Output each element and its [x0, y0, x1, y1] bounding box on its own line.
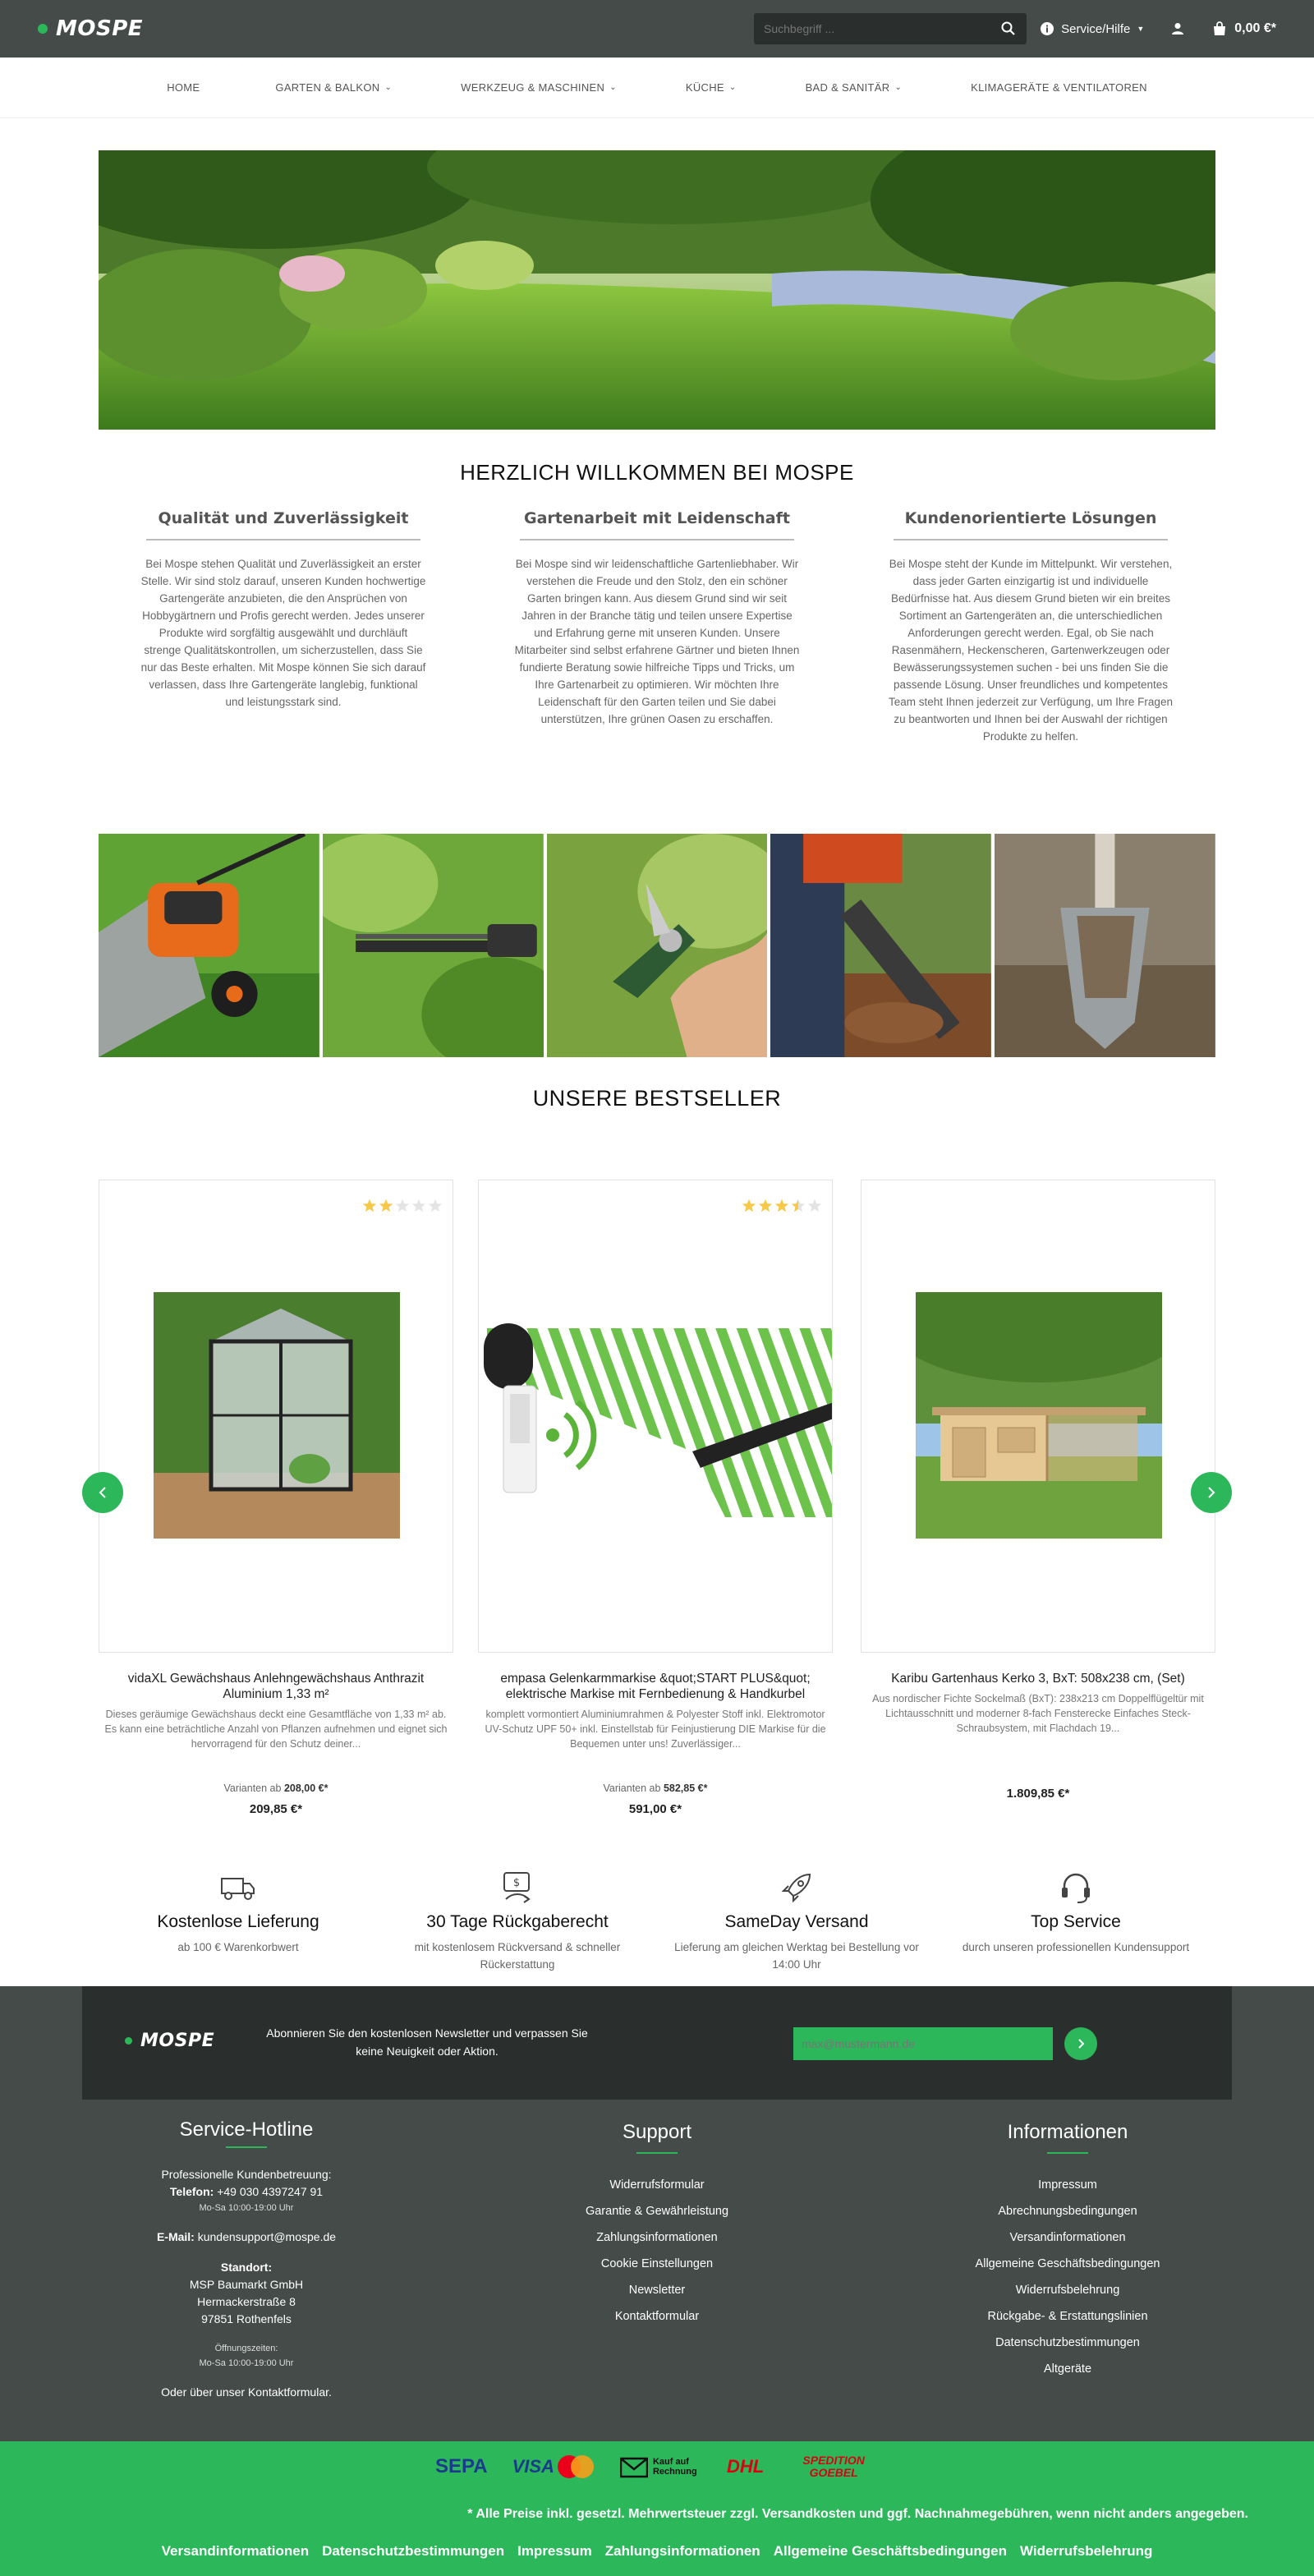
- bag-icon: [1211, 21, 1228, 36]
- payment-logos: [435, 2454, 879, 2479]
- account-button[interactable]: [1170, 21, 1185, 36]
- email-link[interactable]: kundensupport@mospe.de: [197, 2230, 337, 2243]
- product-card[interactable]: [99, 1180, 453, 1816]
- pruning-shears-image[interactable]: [547, 834, 768, 1057]
- usp-row: [115, 1870, 1199, 1973]
- rocket-icon: [779, 1870, 815, 1906]
- star-icon: [428, 1198, 443, 1213]
- star-icon: [395, 1198, 410, 1213]
- product-price: 591,00 €*: [628, 1802, 682, 1816]
- category-image-strip: [99, 834, 1215, 1057]
- location-label-text: Standort:: [220, 2261, 273, 2274]
- nav-item-garten[interactable]: [275, 81, 392, 94]
- title-underline: [226, 2146, 267, 2148]
- footer-link[interactable]: Garantie & Gewährleistung: [585, 2205, 729, 2218]
- brand-name: MOSPE: [56, 16, 144, 41]
- chevron-down-icon: ⌄: [894, 83, 903, 92]
- variant-prefix: Varianten ab: [223, 1782, 282, 1794]
- usp-text: ab 100 € Warenkorbwert: [177, 1941, 299, 1953]
- user-icon: [1170, 21, 1185, 36]
- star-icon: [758, 1198, 773, 1213]
- address-line: Hermackerstraße 8: [197, 2295, 296, 2308]
- usp-title: Top Service: [1031, 1912, 1121, 1931]
- footer-link[interactable]: Zahlungsinformationen: [596, 2231, 718, 2244]
- variant-info: [99, 1782, 453, 1797]
- welcome-columns: [140, 509, 1174, 745]
- footer-link[interactable]: Abrechnungsbedingungen: [998, 2205, 1137, 2218]
- column-text: Bei Mospe steht der Kunde im Mittelpunkt. Wir verstehen, dass jeder Garten einzigartig ist und individuelle Bedürfnisse hat. Aus diesem Grund bieten wir ein breites Sortiment an Gartengeräten an, die unterschiedlichen Anforderungen gerecht werden. Egal, ob Sie nach Rasenmähern, Heckenscheren, Gartenwerkzeugen oder Bewässerungssystemen suchen - bei uns finden Sie die passende Lösung. Unser freundliches und kompetentes Team steht Ihnen jederzeit zur Verfügung, um Ihre Fragen zu beantworten und Ihnen bei der Auswahl der richtigen Produkte zu helfen.: [889, 558, 1173, 743]
- chevron-down-icon: ▼: [1137, 25, 1145, 33]
- location-label: [82, 2259, 411, 2276]
- welcome-title: HERZLICH WILLKOMMEN BEI MOSPE: [460, 460, 854, 485]
- product-price: 1.809,85 €*: [1006, 1787, 1070, 1801]
- headset-icon: [1058, 1870, 1094, 1906]
- bottom-link[interactable]: Allgemeine Geschäftsbedingungen: [773, 2543, 1008, 2559]
- rating-stars: [742, 1198, 822, 1213]
- nav-label: GARTEN & BALKON: [275, 81, 380, 94]
- title-underline: [636, 2152, 678, 2154]
- newsletter-text: Abonnieren Sie den kostenlosen Newsletter und verpassen Sie keine Neuigkeit oder Aktion.: [266, 2026, 588, 2058]
- footer: [0, 1986, 1314, 2441]
- variant-prefix: Varianten ab: [603, 1782, 661, 1794]
- slider-prev-button[interactable]: [82, 1472, 123, 1513]
- lawnmower-image[interactable]: [99, 834, 319, 1057]
- newsletter-section: [82, 1986, 1232, 2100]
- star-icon: [362, 1198, 377, 1213]
- column-title: Service-Hotline: [179, 2118, 314, 2141]
- usp-item: [673, 1870, 920, 1973]
- garden-trowel-image[interactable]: [995, 834, 1215, 1057]
- visa-mastercard-logo: [512, 2454, 595, 2479]
- nav-item-werkzeug[interactable]: [461, 81, 617, 94]
- contact-form-note[interactable]: Oder über unser Kontaktformular.: [161, 2385, 332, 2399]
- nav-item-bad[interactable]: [806, 81, 903, 94]
- top-header: [0, 0, 1314, 58]
- search-input[interactable]: [764, 22, 1000, 35]
- footer-bottom-bar: [0, 2441, 1314, 2576]
- hero-banner-image[interactable]: [99, 150, 1215, 430]
- product-image-awning[interactable]: [479, 1312, 833, 1525]
- footer-link[interactable]: Datenschutzbestimmungen: [995, 2336, 1140, 2349]
- star-icon: [774, 1198, 789, 1213]
- leaf-blower-image[interactable]: [770, 834, 991, 1057]
- product-image-greenhouse[interactable]: [154, 1292, 400, 1539]
- chevron-left-icon: [96, 1486, 109, 1499]
- search-icon[interactable]: [1000, 21, 1017, 37]
- footer-link[interactable]: Impressum: [1038, 2178, 1097, 2192]
- opening-hours: Mo-Sa 10:00-19:00 Uhr: [199, 2358, 294, 2368]
- product-image-garden-house[interactable]: [916, 1292, 1162, 1539]
- slider-next-button[interactable]: [1191, 1472, 1232, 1513]
- product-image-box[interactable]: [478, 1180, 833, 1653]
- chevron-right-icon: [1205, 1486, 1218, 1499]
- nav-item-home[interactable]: [167, 81, 200, 94]
- usp-title: 30 Tage Rückgaberecht: [426, 1912, 609, 1931]
- product-description: komplett vormontiert Aluminiumrahmen & Polyester Stoff inkl. Elektromotor UV-Schutz UPF 50+ inkl. Einstellstab für Feinjustierung DIE Markise für die Bequemen unter uns! Zuverlässiger...: [485, 1709, 826, 1750]
- truck-icon: [220, 1874, 256, 1902]
- money-return-icon: [499, 1870, 535, 1906]
- footer-link[interactable]: Newsletter: [628, 2284, 686, 2297]
- variant-info: [861, 1767, 1215, 1782]
- star-icon: [807, 1198, 822, 1213]
- footer-link[interactable]: Kontaktformular: [614, 2310, 700, 2323]
- usp-item: [394, 1870, 641, 1973]
- product-image-box[interactable]: [99, 1180, 453, 1653]
- search-bar: [754, 13, 1027, 44]
- variant-price: 582,85 €*: [663, 1782, 708, 1794]
- column-heading: Qualität und Zuverlässigkeit: [146, 509, 420, 540]
- phone-label: Telefon:: [169, 2185, 214, 2198]
- invoice-label: Kauf auf Rechnung: [652, 2457, 697, 2477]
- footer-link[interactable]: Widerrufsbelehrung: [1015, 2284, 1120, 2297]
- star-icon: [379, 1198, 393, 1213]
- variant-info: [478, 1782, 833, 1797]
- brand-name: MOSPE: [140, 2031, 215, 2051]
- footer-link[interactable]: Cookie Einstellungen: [600, 2257, 714, 2270]
- nav-label: HOME: [167, 81, 200, 94]
- footer-link[interactable]: Versandinformationen: [1009, 2231, 1126, 2244]
- star-icon: [742, 1198, 756, 1213]
- visa-logo: VISA: [512, 2456, 554, 2477]
- bottom-link[interactable]: Impressum: [517, 2543, 592, 2559]
- service-label: Service/Hilfe: [1061, 21, 1131, 36]
- bottom-link[interactable]: Zahlungsinformationen: [604, 2543, 760, 2559]
- title-underline: [1047, 2152, 1088, 2154]
- column-text: Bei Mospe sind wir leidenschaftliche Gartenliebhaber. Wir verstehen die Freude und den Stolz, den ein schöner Garten bringen kann. Aus diesem Grund sind wir seit Jahren in der Branche tätig und teilen unsere Expertise und Erfahrung gerne mit unseren Kunden. Unsere Mitarbeiter sind selbst erfahrene Gärtner und bieten Ihnen fundierte Beratung sowie hilfreiche Tipps und Tricks, um Ihre Gartenarbeit zu optimieren. Wir möchten Ihre Leidenschaft für den Garten teilen und Sie dabei unterstützen, Ihre grünen Oasen zu erschaffen.: [514, 558, 800, 725]
- nav-item-klima[interactable]: [971, 81, 1147, 94]
- bottom-link[interactable]: Widerrufsbelehrung: [1020, 2543, 1153, 2559]
- column-heading: Kundenorientierte Lösungen: [894, 509, 1168, 540]
- invoice-logo: [620, 2455, 702, 2478]
- address-line: 97851 Rothenfels: [201, 2312, 292, 2325]
- star-half-icon: [791, 1198, 806, 1213]
- chevron-down-icon: ⌄: [384, 83, 393, 92]
- nav-label: BAD & SANITÄR: [805, 81, 890, 94]
- hedge-trimmer-image[interactable]: [323, 834, 544, 1057]
- usp-text: Lieferung am gleichen Werktag bei Bestellung vor 14:00 Uhr: [674, 1941, 919, 1971]
- product-slider: [99, 1180, 1215, 1820]
- footer-link[interactable]: Altgeräte: [1043, 2362, 1092, 2376]
- email-line: [82, 2229, 411, 2246]
- service-menu[interactable]: [1040, 21, 1144, 36]
- bestseller-title: UNSERE BESTSELLER: [532, 1086, 782, 1111]
- usp-text: durch unseren professionellen Kundensupport: [962, 1941, 1190, 1953]
- cart-total: 0,00 €*: [1234, 21, 1276, 35]
- product-description: Aus nordischer Fichte Sockelmaß (BxT): 238x213 cm Doppelflügeltür mit Lichtausschnitt und moderner 8-fach Fensterecke Einfaches Steck- Schraubsystem, mit Flachdach 19...: [872, 1693, 1204, 1734]
- product-card[interactable]: [478, 1180, 833, 1816]
- usp-item: [115, 1870, 361, 1973]
- nav-label: KLIMAGERÄTE & VENTILATOREN: [971, 81, 1147, 94]
- logo-dot: [125, 2037, 132, 2045]
- phone-number[interactable]: +49 030 4397247 91: [217, 2185, 324, 2198]
- column-text: Bei Mospe stehen Qualität und Zuverlässigkeit an erster Stelle. Wir sind stolz darauf, unseren Kunden hochwertige Gartengeräte anzubieten, die den Ansprüchen von Hobbygärtnern und Profis gerecht werden. Jedes unserer Produkte wird sorgfältig ausgewählt und durchläuft strenge Qualitätskontrollen, um sicherzustellen, dass Sie nur das Beste erhalten. Mit Mospe können Sie sich darauf verlassen, dass Ihre Gartengeräte langlebig, funktional und leistungsstark sind.: [140, 558, 426, 708]
- footer-brand-logo[interactable]: [125, 2031, 214, 2051]
- column-title: Support: [622, 2121, 692, 2143]
- welcome-column: [513, 509, 801, 745]
- product-description: Dieses geräumige Gewächshaus deckt eine Gesamtfläche von 1,33 m² ab. Es kann eine beträchtliche Anzahl von Pflanzen aufnehmen und eignet sich hervorragend für den Schutz deiner...: [104, 1709, 448, 1750]
- service-hotline-column: [82, 2118, 411, 2401]
- newsletter-submit-button[interactable]: [1064, 2027, 1097, 2060]
- usp-item: [953, 1870, 1199, 1973]
- spedition-goebel-logo: SPEDITION GOEBEL: [802, 2454, 865, 2479]
- newsletter-email-input[interactable]: [793, 2027, 1053, 2060]
- bottom-links: [0, 2543, 1314, 2560]
- chevron-right-icon: [1076, 2039, 1086, 2049]
- bottom-link[interactable]: Datenschutzbestimmungen: [322, 2543, 505, 2559]
- product-card[interactable]: [861, 1180, 1215, 1801]
- star-icon: [411, 1198, 426, 1213]
- opening-label: Öffnungszeiten:: [214, 2344, 278, 2353]
- welcome-column: [887, 509, 1174, 745]
- usp-title: SameDay Versand: [724, 1912, 869, 1931]
- mastercard-icon: [556, 2454, 595, 2479]
- brand-logo[interactable]: [38, 16, 143, 41]
- main-navigation: [0, 58, 1314, 118]
- information-column: [903, 2121, 1232, 2401]
- nav-label: KÜCHE: [685, 81, 724, 94]
- phone-line: [82, 2183, 411, 2201]
- logo-dot: [38, 24, 48, 34]
- column-heading: Gartenarbeit mit Leidenschaft: [520, 509, 794, 540]
- cart-button[interactable]: [1211, 21, 1276, 36]
- address-line: MSP Baumarkt GmbH: [189, 2278, 304, 2291]
- variant-price: 208,00 €*: [283, 1782, 328, 1794]
- footer-link[interactable]: Widerrufsformular: [609, 2178, 705, 2192]
- bottom-link[interactable]: Versandinformationen: [161, 2543, 310, 2559]
- product-name[interactable]: Karibu Gartenhaus Kerko 3, BxT: 508x238 cm, (Set): [891, 1672, 1185, 1686]
- usp-title: Kostenlose Lieferung: [157, 1912, 319, 1931]
- phone-hours: Mo-Sa 10:00-19:00 Uhr: [199, 2203, 294, 2213]
- footer-link[interactable]: Allgemeine Geschäftsbedingungen: [975, 2257, 1160, 2270]
- service-intro: Professionelle Kundenbetreuung:: [161, 2168, 332, 2181]
- product-price: 209,85 €*: [249, 1802, 303, 1816]
- nav-label: WERKZEUG & MASCHINEN: [461, 81, 605, 94]
- vat-note: * Alle Preise inkl. gesetzl. Mehrwertsteuer zzgl. Versandkosten und ggf. Nachnahmegebühren, wenn nicht anders angegeben.: [467, 2507, 1248, 2521]
- product-image-box[interactable]: [861, 1180, 1215, 1653]
- product-name[interactable]: vidaXL Gewächshaus Anlehngewächshaus Anthrazit Aluminium 1,33 m²: [127, 1672, 425, 1701]
- svg-text:$: $: [512, 1877, 521, 1889]
- envelope-icon: [620, 2455, 648, 2478]
- welcome-column: [140, 509, 427, 745]
- product-name[interactable]: empasa Gelenkarmmarkise &quot;START PLUS&quot; elektrische Markise mit Fernbedienung & Handkurbel: [500, 1672, 811, 1701]
- email-label: E-Mail:: [156, 2230, 195, 2243]
- sepa-logo: SEPA: [435, 2455, 488, 2477]
- chevron-down-icon: ⌄: [728, 83, 737, 92]
- usp-text: mit kostenlosem Rückversand & schneller Rückerstattung: [414, 1941, 621, 1971]
- nav-item-kueche[interactable]: [686, 81, 737, 94]
- footer-link[interactable]: Rückgabe- & Erstattungslinien: [987, 2310, 1148, 2323]
- support-column: [493, 2121, 821, 2401]
- rating-stars: [362, 1198, 443, 1213]
- dhl-logo: DHL: [726, 2456, 765, 2477]
- info-icon: [1040, 21, 1054, 36]
- column-title: Informationen: [1007, 2121, 1128, 2143]
- chevron-down-icon: ⌄: [609, 83, 617, 92]
